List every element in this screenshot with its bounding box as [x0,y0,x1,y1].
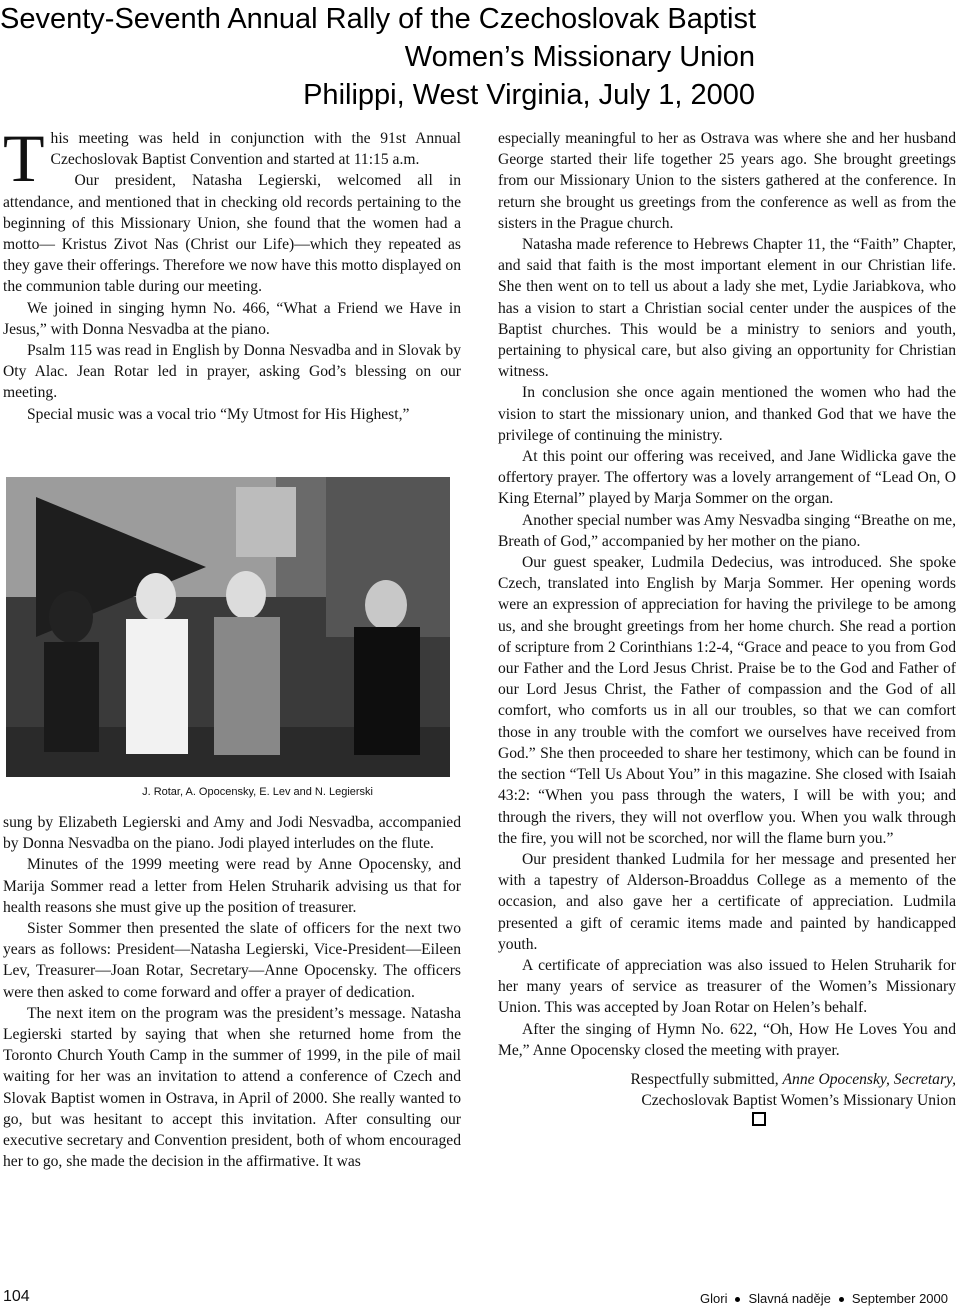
paragraph: especially meaningful to her as Ostrava was where she and her husband George started their life together 25 years ago. She brought greetings from our Missionary Union to the sisters gathered at the conference. In return she brought us greetings from the conference as well as from the sisters in the Prague church. [498,130,956,232]
end-mark [498,1111,956,1132]
title-line-3: Philippi, West Virginia, July 1, 2000 [303,79,755,111]
paragraph: We joined in singing hymn No. 466, “What a Friend we Have in Jesus,” with Donna Nesvadba at the piano. [3,299,461,338]
page-footer [0,1288,960,1308]
article-title [0,0,960,114]
paragraph: sung by Elizabeth Legierski and Amy and Jodi Nesvadba, accompanied by Donna Nesvadba on the piano. Jodi played interludes on the flute. [3,814,461,853]
title-line-2: Women’s Missionary Union [404,41,755,73]
paragraph: Minutes of the 1999 meeting were read by Anne Opocensky, and Marija Sommer read a letter from Helen Struharik advising us that for health reasons she must give up the position of treasurer. [3,856,461,916]
photo-caption: J. Rotar, A. Opocensky, E. Lev and N. Legierski [142,786,373,798]
paragraph: Another special number was Amy Nesvadba singing “Breathe on me, Breath of God,” accompanied by her mother on the piano. [498,511,956,550]
paragraph: Special music was a vocal trio “My Utmost for His Highest,” [27,405,410,423]
signature-prefix: Respectfully submitted, [630,1070,779,1088]
signature-line-1 [498,1069,956,1090]
opening-paragraph [3,120,461,196]
paragraph: Our guest speaker, Ludmila Dedecius, was introduced. She spoke Czech, translated into English by Marja Sommer. Her opening words were an expression of appreciation for having the privilege to be among us, and she brought greetings from her home church. She read a portion of scripture from 2 Corinthians 1:2-4, “Grace and peace to you from God our Father and the Lord Jesus Christ. Praise be to the God and Father of our Lord Jesus Christ, the Father of compassion and the God of all comfort, who comforts us in all our troubles, so that we can comfort those in any trouble with the comfort we ourselves have received from God.” She then proceeded to share her testimony, which can be found in the section “Tell Us About You” in this magazine. She closed with Isaiah 43:2: “When you pass through the waters, I will be with you; and through the rivers, they will not overflow you. When you walk through the fire, you will not be scorched, nor will the flame burn you.” [498,554,956,847]
paragraph: At this point our offering was received, and Jane Widlicka gave the offertory prayer. The offertory was a lovely arrangement of “Lead On, O King Eternal” played by Marja Sommer on the organ. [498,448,956,508]
signature-line-2: Czechoslovak Baptist Women’s Missionary Union [641,1092,956,1110]
paragraph: The next item on the program was the president’s message. Natasha Legierski started by saying that when she returned home from the Toronto Church Youth Camp in the summer of 1999, in the pile of mail waiting for her was an invitation to attend a conference of Czech and Slovak Baptist women in Ostrava, in April of 2000. She really wanted to go, but was hesitant to accept this invitation. After consulting our executive secretary and Convention president, both of whom encouraged her to go, she made the decision in the affirmative. It was [3,1004,461,1171]
issue-date: September 2000 [851,1291,948,1306]
paragraph: Sister Sommer then presented the slate of officers for the next two years as follows: President—Natasha Legierski, Vice-President—Eileen Lev, Treasurer—Joan Rotar, Secretary—Anne Opocensky. The officers were then asked to come forward and offer a prayer of dedication. [3,920,461,1001]
left-column-continued [3,812,461,1172]
bullet-icon [839,1297,844,1302]
publication-info [700,1291,948,1306]
title-line-1: Seventy-Seventh Annual Rally of the Czechoslovak Baptist [0,3,757,35]
paragraph: Psalm 115 was read in English by Donna Nesvadba and in Slovak by Oty Alac. Jean Rotar led in prayer, asking God’s blessing on our meeting. [3,342,461,402]
end-mark-icon [752,1112,766,1126]
signature-name: Anne Opocensky, Secretary, [782,1070,956,1088]
page-number: 104 [3,1288,30,1305]
left-column [3,120,461,425]
opening-text: his meeting was held in conjunction with the 91st Annual Czechoslovak Baptist Convention and started at 11:15 a.m. [50,130,461,169]
publication-name-2: Slavná naděje [748,1291,831,1306]
paragraph: Our president, Natasha Legierski, welcomed all in attendance, and mentioned that in checking old records pertaining to the beginning of this Missionary Union, she found that the women had a motto— Kristus Zivot Nas (Christ our Life)—which they repeated as they gave their offerings. Therefore we now have this motto displayed on the communion table during our meeting. [3,172,461,296]
group-photo [6,477,450,777]
paragraph: After the singing of Hymn No. 622, “Oh, How He Loves You and Me,” Anne Opocensky closed the meeting with prayer. [498,1020,956,1059]
paragraph: Our president thanked Ludmila for her message and presented her with a tapestry of Alderson-Broaddus College as a memento of the occasion, and also gave her a certificate of appreciation. Ludmila presented a gift of ceramic items made and painted by handicapped youth. [498,850,956,953]
paragraph: In conclusion she once again mentioned the women who had the vision to start the missionary union, and thanked God that we have the privilege of continuing the ministry. [498,384,956,444]
right-column [498,128,956,1133]
publication-name-1: Glori [700,1291,728,1306]
bullet-icon [735,1297,740,1302]
paragraph: A certificate of appreciation was also issued to Helen Struharik for her many years of service as treasurer of the Women’s Missionary Union. This was accepted by Joan Rotar on Helen’s behalf. [498,956,956,1017]
drop-cap: T [3,120,45,196]
paragraph: Natasha made reference to Hebrews Chapter 11, the “Faith” Chapter, and said that faith is the most important element in our Christian life. She then went on to tell us about a lady she met, Lydie Jariabkova, who has a vision to start a Christian social center under the auspices of the Baptist churches. This would be a ministry to seniors and youth, pertaining to physical care, but also giving an opportunity for Christian witness. [498,236,956,381]
